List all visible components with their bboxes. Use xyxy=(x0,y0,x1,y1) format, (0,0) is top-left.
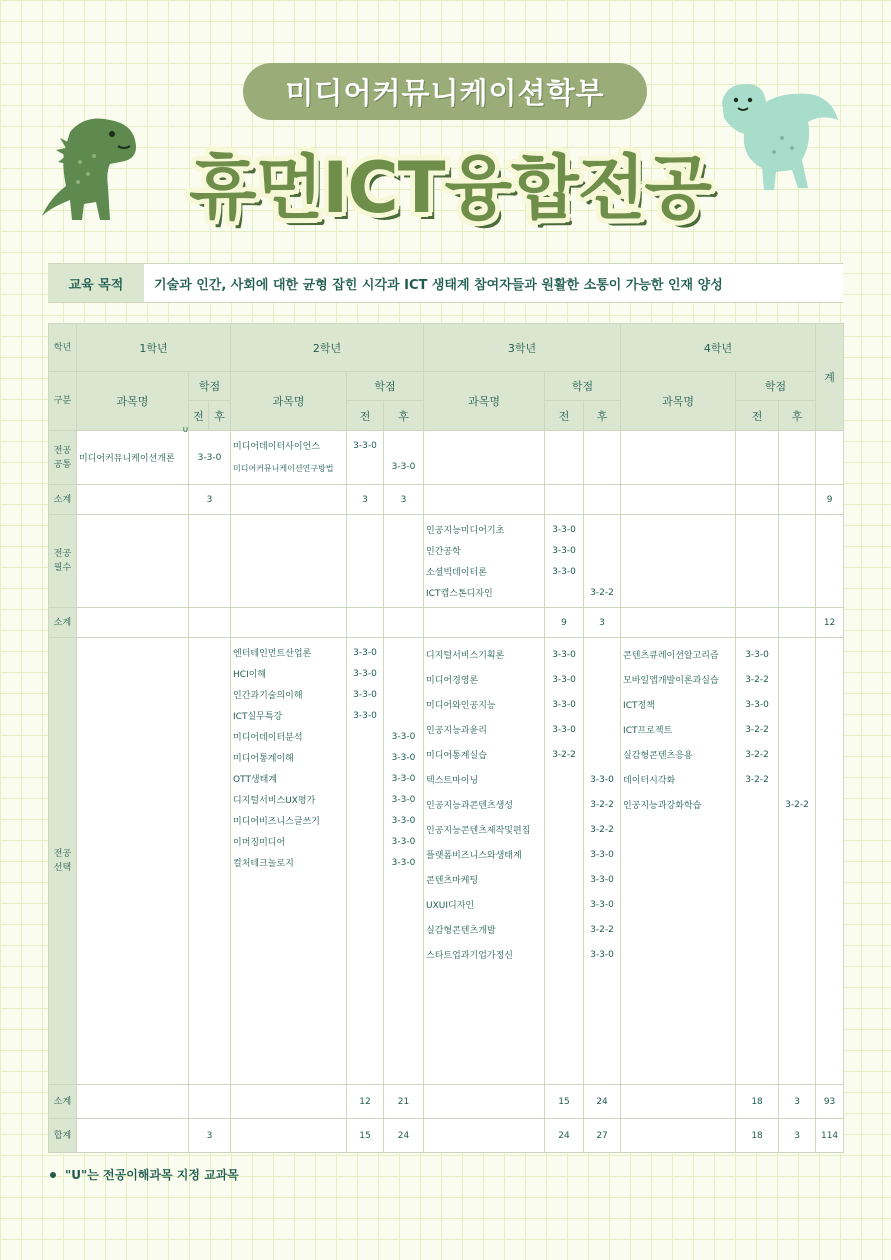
list-item: 스타트업과기업가정신 xyxy=(426,951,513,961)
credit-value xyxy=(384,664,423,685)
credit-value xyxy=(779,718,815,743)
list-item: 데이터시각화 xyxy=(623,776,676,786)
list-item: ICT프로젝트 xyxy=(623,726,673,736)
credit-value xyxy=(545,818,583,843)
elective-y2-courses xyxy=(231,638,347,1085)
credit-value xyxy=(584,541,620,562)
grand-total-label: 합계 xyxy=(49,1119,77,1153)
credit-value: 3-3-0 xyxy=(353,690,377,700)
credit-value: 3-3-0 xyxy=(745,700,769,710)
first-semester-header: 전 xyxy=(347,401,384,431)
year-label: 학년 xyxy=(49,324,77,372)
footnote-text: "U"는 전공이해과목 지정 교과목 xyxy=(65,1168,239,1182)
list-item: 플랫폼비즈니스와생태계 xyxy=(426,851,522,861)
list-item: HCI이해 xyxy=(233,670,267,680)
course-header: 과목명 xyxy=(621,372,736,431)
required-y3-courses xyxy=(424,515,545,608)
credit-value: 3-2-2 xyxy=(590,825,614,835)
credit-header: 학점 xyxy=(736,372,816,401)
credit-value xyxy=(347,727,383,748)
credit-value xyxy=(545,768,583,793)
credit-value: 3-3-0 xyxy=(353,669,377,679)
second-semester-header: 후 xyxy=(584,401,621,431)
required-sub-total: 12 xyxy=(816,608,844,638)
credit-value: 3-2-2 xyxy=(745,775,769,785)
credit-value xyxy=(779,768,815,793)
credit-header: 학점 xyxy=(347,372,424,401)
credit-value: 3-2-2 xyxy=(785,800,809,810)
credit-value: 3-3-0 xyxy=(590,875,614,885)
subtotal-label: 소계 xyxy=(49,1085,77,1119)
year-4-header: 4학년 xyxy=(621,324,816,372)
credit-value xyxy=(347,790,383,811)
year-header-row xyxy=(49,324,844,372)
required-label: 전공 필수 xyxy=(49,515,77,608)
grand-total-row xyxy=(49,1119,844,1153)
first-semester-header: 전 xyxy=(545,401,584,431)
total-header: 계 xyxy=(816,324,844,431)
credit-value xyxy=(779,643,815,668)
credit-value xyxy=(545,943,583,968)
credit-value xyxy=(347,811,383,832)
list-item: 디지털서비스기획론 xyxy=(426,651,505,661)
list-item: 실감형콘텐츠개발 xyxy=(426,926,496,936)
list-item: 엔터테인먼트산업론 xyxy=(233,649,312,659)
goal-label: 교육 목적 xyxy=(48,264,144,302)
common-y1-course-name: 미디어커뮤니케이션개론 xyxy=(79,454,175,464)
grand-y2-first: 15 xyxy=(347,1119,384,1153)
credit-value: 3-3-0 xyxy=(391,816,416,826)
elective-y4-courses xyxy=(621,638,736,1085)
credit-value: 3-3-0 xyxy=(391,858,416,868)
credit-value xyxy=(545,843,583,868)
elective-y3-first xyxy=(545,638,584,1085)
common-subtotal-row xyxy=(49,485,844,515)
list-item: 인공지능과강화학습 xyxy=(623,801,702,811)
credit-value: 3-3-0 xyxy=(552,700,576,710)
list-item: 콘텐츠마케팅 xyxy=(426,876,479,886)
common-label: 전공 공통 xyxy=(49,431,77,485)
course-header: 과목명 xyxy=(77,372,189,431)
list-item: 디지털서비스UX평가 xyxy=(233,796,316,806)
list-item: 컬처테크놀로지 xyxy=(233,859,294,869)
list-item: OTT생태계 xyxy=(233,775,278,785)
first-semester-header: 전 xyxy=(736,401,779,431)
list-item: 텍스트마이닝 xyxy=(426,776,479,786)
elective-y3-courses xyxy=(424,638,545,1085)
credit-value: 3-2-2 xyxy=(590,925,614,935)
subtotal-label: 소계 xyxy=(49,608,77,638)
grand-y3-second: 27 xyxy=(584,1119,621,1153)
list-item: 인간공학 xyxy=(426,547,461,557)
required-sub-y3-second: 3 xyxy=(584,608,621,638)
credit-value xyxy=(584,562,620,583)
common-y1-course xyxy=(77,426,189,485)
credit-value xyxy=(545,868,583,893)
list-item: ICT실무특강 xyxy=(233,712,283,722)
elective-sub-y2-second: 21 xyxy=(384,1085,424,1119)
elective-y3-second xyxy=(584,638,621,1085)
year-3-header: 3학년 xyxy=(424,324,621,372)
grand-y4-second: 3 xyxy=(779,1119,816,1153)
elective-subtotal-row xyxy=(49,1085,844,1119)
course-header: 과목명 xyxy=(424,372,545,431)
list-item: 콘텐츠큐레이션알고리즘 xyxy=(623,651,719,661)
list-item: UXUI디자인 xyxy=(426,901,475,911)
credit-value: 3-3-0 xyxy=(552,725,576,735)
credit-value: 3-3-0 xyxy=(391,462,416,472)
grand-total: 114 xyxy=(816,1119,844,1153)
required-row xyxy=(49,515,844,608)
second-semester-header: 후 xyxy=(384,401,424,431)
credit-value: 3-3-0 xyxy=(590,950,614,960)
elective-sub-y3-second: 24 xyxy=(584,1085,621,1119)
first-semester-header: 전 xyxy=(189,401,209,431)
credit-value: 3-3-0 xyxy=(353,711,377,721)
list-item: ICT정책 xyxy=(623,701,655,711)
credit-value: 3-3-0 xyxy=(391,795,416,805)
credit-value xyxy=(736,793,778,818)
required-sub-y3-first: 9 xyxy=(545,608,584,638)
common-y2-first xyxy=(347,431,384,485)
green-dinosaur-illustration xyxy=(40,112,144,230)
department-banner xyxy=(243,63,647,120)
second-semester-header: 후 xyxy=(209,401,231,431)
list-item: 인공지능미디어기초 xyxy=(426,526,505,536)
credit-value xyxy=(347,853,383,874)
credit-value: 3-3-0 xyxy=(552,675,576,685)
credit-value: 3-3-0 xyxy=(590,850,614,860)
credit-value: 3-3-0 xyxy=(391,732,416,742)
credit-value: 3-2-2 xyxy=(590,588,614,598)
credit-value xyxy=(545,918,583,943)
list-item: 인공지능과윤리 xyxy=(426,726,487,736)
required-y3-first xyxy=(545,515,584,608)
credit-value xyxy=(584,643,620,668)
elective-y2-second xyxy=(384,638,424,1085)
credit-value xyxy=(779,693,815,718)
year-1-header: 1학년 xyxy=(77,324,231,372)
credit-header: 학점 xyxy=(545,372,621,401)
list-item: 소셜빅데이터론 xyxy=(426,568,487,578)
course-header: 과목명 xyxy=(231,372,347,431)
credit-value xyxy=(584,520,620,541)
list-item: 이머징미디어 xyxy=(233,838,286,848)
common-sub-y2-first: 3 xyxy=(347,485,384,515)
credit-value xyxy=(347,748,383,769)
credit-value: 3-3-0 xyxy=(353,441,377,451)
major-title: 휴먼ICT융합전공 xyxy=(189,146,711,229)
major-title-banner xyxy=(150,132,750,232)
elective-label: 전공 선택 xyxy=(49,638,77,1085)
list-item: 미디어비즈니스글쓰기 xyxy=(233,817,320,827)
credit-value xyxy=(779,668,815,693)
list-item: 미디어경영론 xyxy=(426,676,479,686)
list-item: 실감형콘텐츠응용 xyxy=(623,751,693,761)
credit-value xyxy=(584,718,620,743)
credit-value: 3-2-2 xyxy=(745,675,769,685)
credit-value: 3-3-0 xyxy=(353,648,377,658)
department-title: 미디어커뮤니케이션학부 xyxy=(285,76,605,110)
grand-y3-first: 24 xyxy=(545,1119,584,1153)
credit-value xyxy=(584,668,620,693)
grand-y2-second: 24 xyxy=(384,1119,424,1153)
list-item: 미디어통계실습 xyxy=(426,751,487,761)
elective-sub-total: 93 xyxy=(816,1085,844,1119)
list-item: 미디어커뮤니케이션연구방법 xyxy=(233,464,334,473)
credit-value: 3-2-2 xyxy=(745,750,769,760)
common-y1-credit: 3-3-0 xyxy=(189,431,231,485)
credit-value xyxy=(779,743,815,768)
list-item: 인공지능콘텐츠제작및편집 xyxy=(426,826,531,836)
common-sub-total: 9 xyxy=(816,485,844,515)
footnote xyxy=(50,1166,239,1183)
credit-value xyxy=(545,583,583,604)
grand-y1: 3 xyxy=(189,1119,231,1153)
list-item: 인간과기술의이해 xyxy=(233,691,303,701)
list-item: 미디어데이터분석 xyxy=(233,733,303,743)
education-goal xyxy=(48,263,843,303)
credit-value: 3-3-0 xyxy=(391,753,416,763)
elective-y4-first xyxy=(736,638,779,1085)
u-marker: U xyxy=(182,426,188,434)
credit-value xyxy=(384,643,423,664)
list-item: 미디어와인공지능 xyxy=(426,701,496,711)
subtotal-label: 소계 xyxy=(49,485,77,515)
division-label: 구분 xyxy=(49,372,77,431)
elective-y4-second xyxy=(779,638,816,1085)
list-item: ICT캡스톤디자인 xyxy=(426,589,493,599)
credit-value: 3-2-2 xyxy=(552,750,576,760)
second-semester-header: 후 xyxy=(779,401,816,431)
elective-sub-y3-first: 15 xyxy=(545,1085,584,1119)
credit-value xyxy=(384,685,423,706)
required-y3-second xyxy=(584,515,621,608)
credit-value: 3-3-0 xyxy=(745,650,769,660)
credit-value xyxy=(384,706,423,727)
elective-row xyxy=(49,638,844,1085)
bullet-icon xyxy=(50,1172,56,1178)
credit-value: 3-3-0 xyxy=(552,567,576,577)
credit-value: 3-3-0 xyxy=(590,775,614,785)
credit-header: 학점 xyxy=(189,372,231,401)
list-item: 미디어데이터사이언스 xyxy=(233,442,320,452)
common-y2-courses xyxy=(231,431,347,485)
common-y2-second xyxy=(384,431,424,485)
grand-y4-first: 18 xyxy=(736,1119,779,1153)
common-sub-y1: 3 xyxy=(189,485,231,515)
credit-value xyxy=(347,832,383,853)
credit-value xyxy=(545,793,583,818)
credit-value xyxy=(545,893,583,918)
credit-value xyxy=(347,769,383,790)
elective-sub-y4-first: 18 xyxy=(736,1085,779,1119)
credit-value: 3-3-0 xyxy=(391,774,416,784)
common-sub-y2-second: 3 xyxy=(384,485,424,515)
goal-text: 기술과 인간, 사회에 대한 균형 잡힌 시각과 ICT 생태계 참여자들과 원활한 소통이 가능한 인재 양성 xyxy=(154,277,723,293)
list-item: 미디어통계이해 xyxy=(233,754,294,764)
elective-sub-y2-first: 12 xyxy=(347,1085,384,1119)
year-2-header: 2학년 xyxy=(231,324,424,372)
credit-header-row xyxy=(49,372,844,401)
list-item: 모바일앱개발이론과실습 xyxy=(623,676,719,686)
curriculum-table xyxy=(48,323,844,1153)
elective-y2-first xyxy=(347,638,384,1085)
common-row xyxy=(49,431,844,485)
list-item: 인공지능과콘텐츠생성 xyxy=(426,801,513,811)
credit-value xyxy=(584,743,620,768)
credit-value: 3-3-0 xyxy=(552,650,576,660)
required-subtotal-row xyxy=(49,608,844,638)
credit-value: 3-3-0 xyxy=(391,837,416,847)
credit-value: 3-2-2 xyxy=(745,725,769,735)
credit-value: 3-3-0 xyxy=(552,546,576,556)
credit-value: 3-3-0 xyxy=(552,525,576,535)
elective-sub-y4-second: 3 xyxy=(779,1085,816,1119)
credit-value: 3-3-0 xyxy=(590,900,614,910)
credit-value xyxy=(584,693,620,718)
credit-value: 3-2-2 xyxy=(590,800,614,810)
